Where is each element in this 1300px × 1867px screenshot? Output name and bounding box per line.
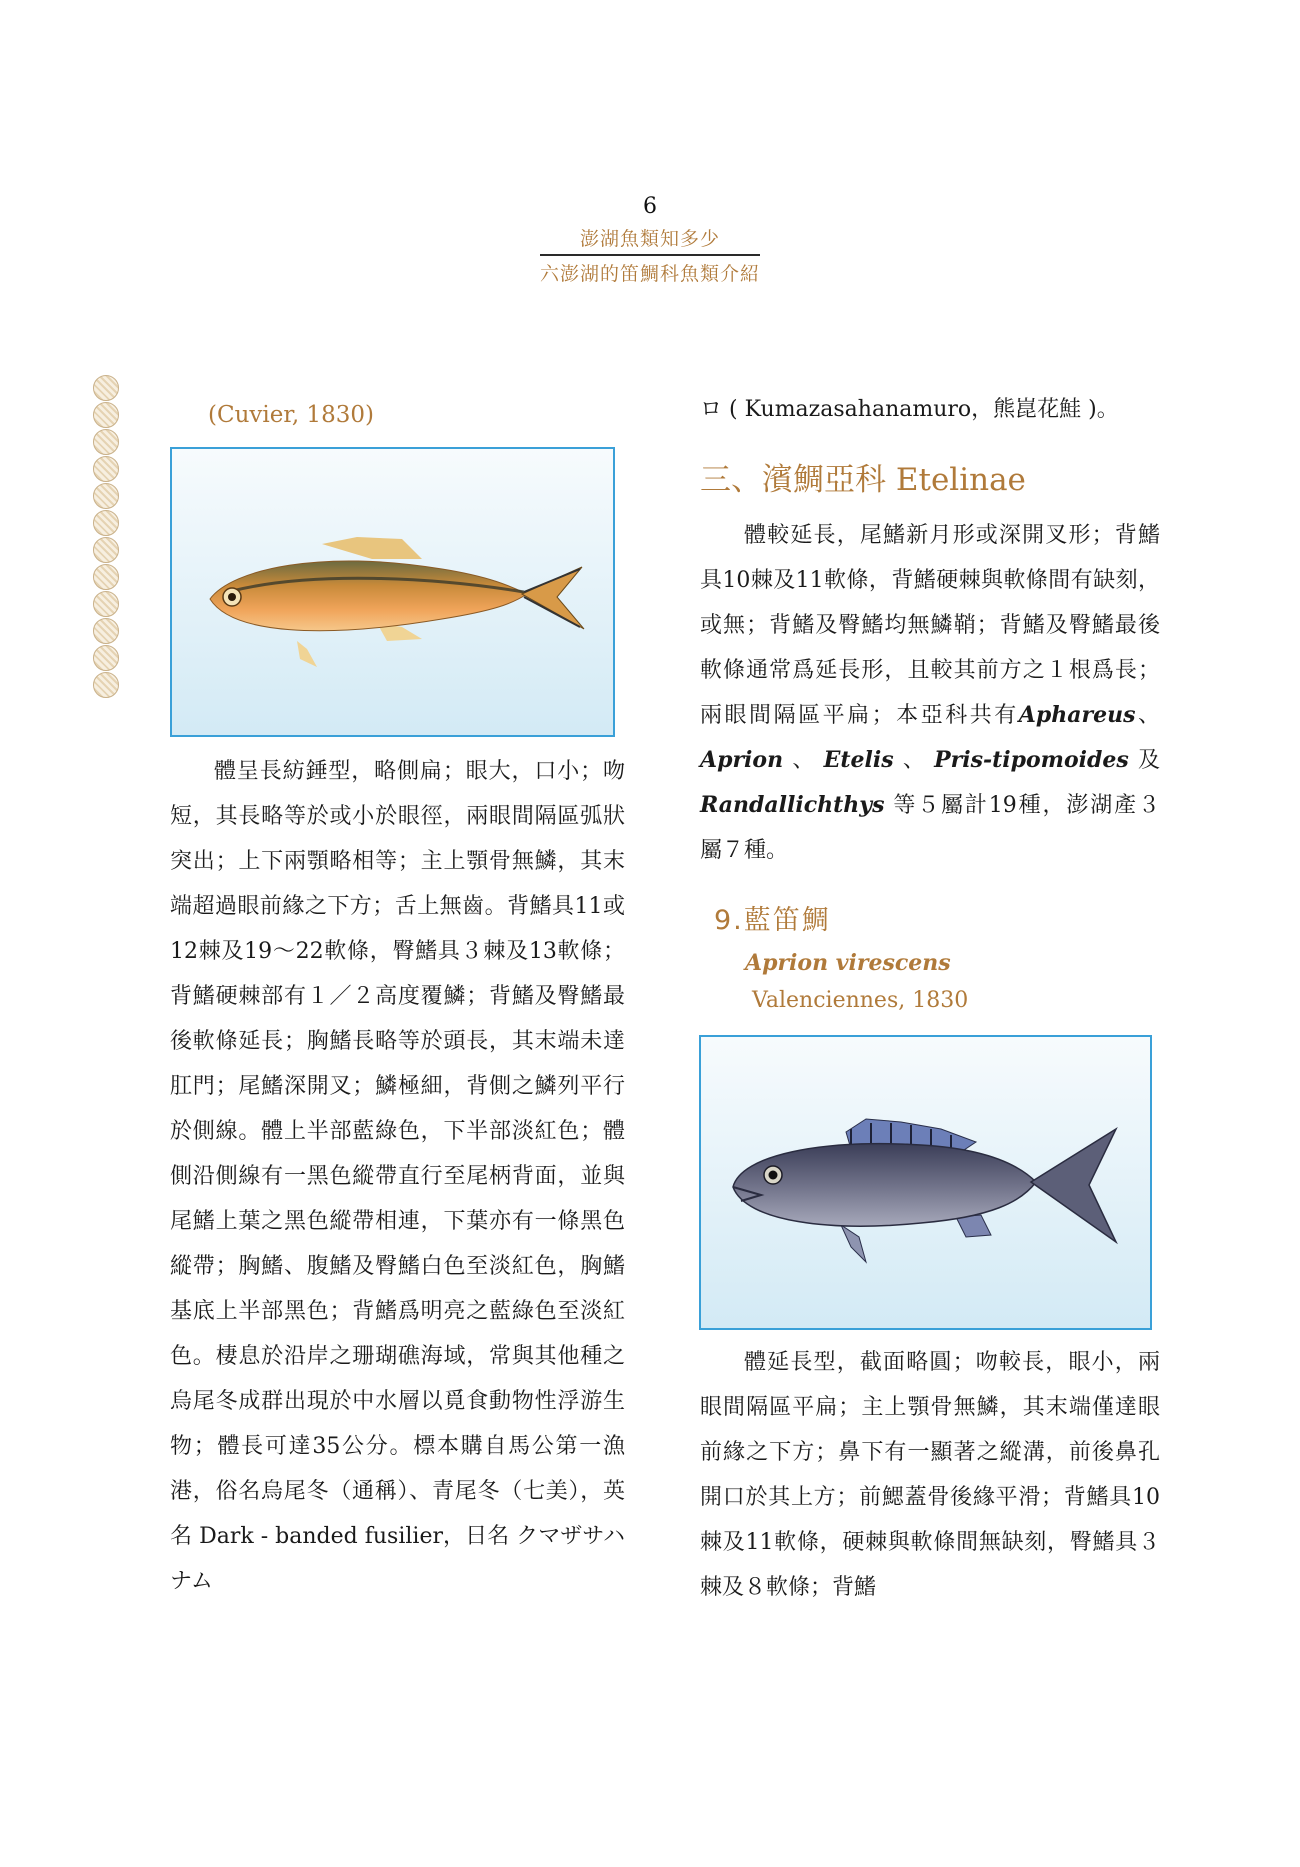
jobfish-illustration [701,1037,1152,1330]
fusilier-photo [170,447,615,737]
running-title: 澎湖魚類知多少 [540,224,760,256]
species-author: (Cuvier, 1830) [208,402,374,428]
scientific-name: Aprion virescens [745,950,951,976]
genus-name: Aprion [700,747,784,773]
species-heading: 9.藍笛鯛 [714,905,831,936]
species-description: 體呈長紡錘型，略側扁；眼大，口小；吻短，其長略等於或小於眼徑，兩眼間隔區弧狀突出；上下兩顎略相等；主上顎骨無鱗，其末端超過眼前緣之下方；舌上無齒。背鰭具11或12棘及19～22軟條，臀鰭具３棘及13軟條；背鰭硬棘部有１／２高度覆鱗；背鰭及臀鰭最後軟條延長；胸鰭長略等於頭長，其末端未達肛門；尾鰭深開叉；鱗極細，背側之鱗列平行於側線。體上半部藍綠色，下半部淡紅色；體側沿側線有一黑色縱帶直行至尾柄背面，並與尾鰭上葉之黑色縱帶相連，下葉亦有一條黑色縱帶；胸鰭、腹鰭及臀鰭白色至淡紅色，胸鰭基底上半部黑色；背鰭爲明亮之藍綠色至淡紅色。棲息於沿岸之珊瑚礁海域，常與其他種之烏尾冬成群出現於中水層以覓食動物性浮游生物；體長可達35公分。標本購自馬公第一漁港，俗名烏尾冬（通稱）、青尾冬（七美），英名 Dark - banded fusilier，日名 クマザサハナム [170,759,625,1594]
continued-text: ロ ( Kumazasahanamuro，熊崑花鮭 )。 [700,397,1119,422]
running-header [540,224,760,286]
page-number: 6 [643,194,657,219]
right-column [700,395,1160,1610]
species-author: Valenciennes, 1830 [752,988,969,1013]
species-description: 體延長型，截面略圓；吻較長，眼小，兩眼間隔區平扁；主上顎骨無鱗，其末端僅達眼前緣之下方；鼻下有一顯著之縱溝，前後鼻孔開口於其上方；前鰓蓋骨後緣平滑；背鰭具10棘及11軟條，硬棘與軟條間無缺刻，臀鰭具３棘及８軟條；背鰭 [700,1350,1160,1600]
genus-name: Randallichthys [700,792,885,818]
genus-name: Pris-tipomoides [934,747,1129,773]
section-heading: 三、濱鯛亞科 Etelinae [700,462,1026,498]
running-subtitle: 六澎湖的笛鯛科魚類介紹 [539,263,760,285]
fusilier-fish-illustration [172,449,615,737]
jobfish-photo [699,1035,1152,1330]
genus-name: Etelis [823,747,894,773]
genus-name: Aphareus [1018,702,1136,728]
subfamily-description: 體較延長，尾鰭新月形或深開叉形；背鰭具10棘及11軟條，背鰭硬棘與軟條間有缺刻，或無；背鰭及臀鰭均無鱗鞘；背鰭及臀鰭最後軟條通常爲延長形，且較其前方之１根爲長；兩眼間隔區平扁；本亞科共有Aphareus、Aprion、Etelis、Pris-tipomoides及Randallichthys 等５屬計19種，澎湖產３屬７種。 [700,523,1160,863]
margin-ornament [90,375,122,699]
page-header [0,192,1300,286]
left-column [170,400,625,1604]
